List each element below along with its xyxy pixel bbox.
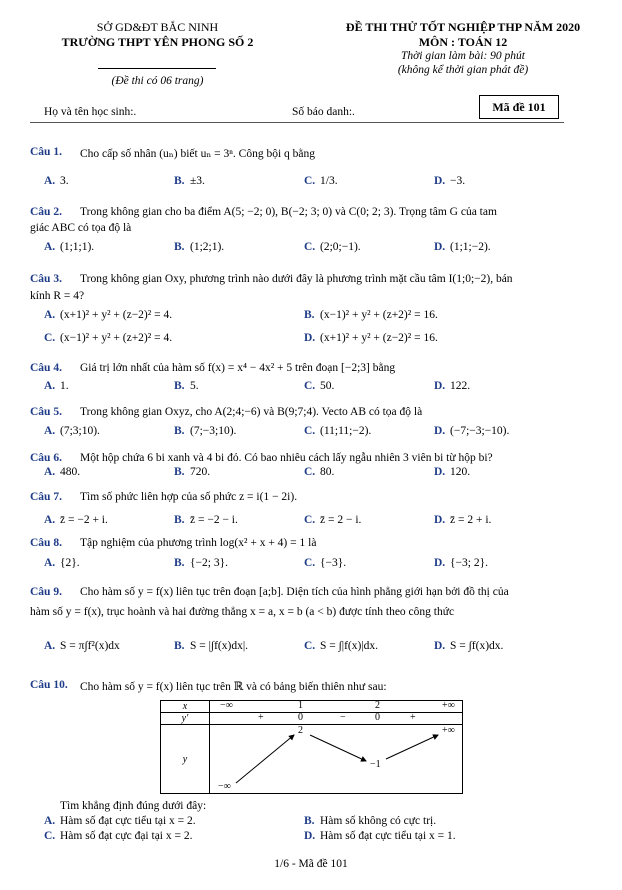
option-a-text: z̄ = −2 + i. bbox=[60, 514, 108, 526]
option-a-text: (x+1)² + y² + (z−2)² = 4. bbox=[60, 309, 173, 321]
question-label: Câu 3. bbox=[30, 273, 62, 285]
option-a-text: (1;1;1). bbox=[60, 241, 95, 253]
pages-note: (Đề thi có 06 trang) bbox=[111, 75, 204, 87]
option-c-label: C. bbox=[304, 380, 316, 392]
question-text: Một hộp chứa 6 bi xanh và 4 bi đỏ. Có bao nhiêu cách lấy ngẫu nhiên 3 viên bi từ hộp bi? bbox=[80, 452, 493, 464]
question-label: Câu 7. bbox=[30, 491, 62, 503]
option-c-text: S = ∫|f(x)|dx. bbox=[320, 640, 378, 652]
option-a-label: A. bbox=[44, 175, 56, 187]
sign: + bbox=[258, 712, 264, 723]
option-c-text: 80. bbox=[320, 466, 335, 478]
exam-title: ĐỀ THI THỬ TỐT NGHIỆP THP NĂM 2020 bbox=[345, 20, 581, 34]
option-d-label: D. bbox=[434, 514, 446, 526]
question-label: Câu 2. bbox=[30, 206, 62, 218]
option-b-label: B. bbox=[174, 466, 185, 478]
table-yprime-label: y′ bbox=[161, 713, 210, 725]
option-d-label: D. bbox=[434, 380, 446, 392]
exam-time: Thời gian làm bài: 90 phút bbox=[400, 50, 526, 62]
table-yprime-row bbox=[210, 713, 463, 725]
option-d-text: 122. bbox=[450, 380, 471, 392]
option-b-label: B. bbox=[174, 175, 185, 187]
y-plus-inf: +∞ bbox=[442, 725, 455, 736]
question-text: Giá trị lớn nhất của hàm số f(x) = x⁴ − 4x² + 5 trên đoạn [−2;3] bằng bbox=[80, 362, 396, 374]
option-c-label: C. bbox=[304, 466, 316, 478]
option-d-text: −3. bbox=[450, 175, 466, 187]
option-d-label: D. bbox=[304, 830, 316, 842]
option-c-text: (2;0;−1). bbox=[320, 241, 361, 253]
header-divider bbox=[98, 68, 216, 69]
y-min: −1 bbox=[370, 759, 381, 770]
option-d-text: 120. bbox=[450, 466, 471, 478]
table-y-row bbox=[210, 725, 463, 794]
option-d-text: S = ∫f(x)dx. bbox=[450, 640, 504, 652]
option-d-label: D. bbox=[434, 466, 446, 478]
name-line bbox=[30, 122, 564, 123]
option-d-label: D. bbox=[434, 241, 446, 253]
school-name: TRƯỜNG THPT YÊN PHONG SỐ 2 bbox=[61, 35, 254, 49]
option-a-label: A. bbox=[44, 380, 56, 392]
option-d-label: D. bbox=[434, 640, 446, 652]
option-a-label: A. bbox=[44, 309, 56, 321]
option-c-label: C. bbox=[44, 830, 56, 842]
option-c-label: C. bbox=[304, 241, 316, 253]
option-c-text: Hàm số đạt cực đại tại x = 2. bbox=[60, 830, 193, 842]
option-a-label: A. bbox=[44, 815, 56, 827]
option-b-text: Hàm số không có cực trị. bbox=[320, 815, 437, 827]
option-a-text: 480. bbox=[60, 466, 81, 478]
option-d-text: {−3; 2}. bbox=[450, 557, 488, 569]
option-a-text: 3. bbox=[60, 175, 69, 187]
option-b-text: 5. bbox=[190, 380, 199, 392]
exam-time-note: (không kể thời gian phát đề) bbox=[397, 64, 529, 76]
variation-table bbox=[160, 700, 463, 794]
question-text: Tìm số phức liên hợp của số phức z = i(1 − 2i). bbox=[80, 491, 298, 503]
sign: 0 bbox=[375, 712, 380, 723]
question-text: Cho hàm số y = f(x) liên tục trên ℝ và có bảng biến thiên như sau: bbox=[80, 681, 387, 693]
question-text: Trong không gian Oxyz, cho A(2;4;−6) và B(9;7;4). Vecto AB có tọa độ là bbox=[80, 406, 423, 418]
option-a-label: A. bbox=[44, 466, 56, 478]
option-c-text: (x−1)² + y² + (z+2)² = 4. bbox=[60, 332, 173, 344]
x-val: +∞ bbox=[442, 700, 455, 711]
option-b-text: z̄ = −2 − i. bbox=[190, 514, 238, 526]
question-label: Câu 6. bbox=[30, 452, 62, 464]
option-b-text: S = |∫f(x)dx|. bbox=[190, 640, 248, 652]
option-d-text: z̄ = 2 + i. bbox=[450, 514, 492, 526]
option-d-label: D. bbox=[304, 332, 316, 344]
y-minus-inf: −∞ bbox=[218, 781, 231, 792]
option-a-text: S = π∫f²(x)dx bbox=[60, 640, 120, 652]
option-d-label: D. bbox=[434, 175, 446, 187]
option-c-text: (11;11;−2). bbox=[320, 425, 372, 437]
option-b-label: B. bbox=[174, 425, 185, 437]
x-val: 2 bbox=[375, 700, 380, 711]
subject-title: MÔN : TOÁN 12 bbox=[418, 35, 508, 49]
page-footer: 1/6 - Mã đề 101 bbox=[274, 858, 348, 870]
exam-code-box: Mã đề 101 bbox=[479, 95, 559, 119]
option-c-label: C. bbox=[304, 175, 316, 187]
option-b-label: B. bbox=[304, 309, 315, 321]
question-label: Câu 5. bbox=[30, 406, 62, 418]
option-b-label: B. bbox=[174, 241, 185, 253]
option-b-text: (7;−3;10). bbox=[190, 425, 237, 437]
question-text: Trong không gian cho ba điểm A(5; −2; 0), B(−2; 3; 0) và C(0; 2; 3). Trọng tâm G của tam bbox=[80, 206, 497, 218]
option-c-text: 1/3. bbox=[320, 175, 338, 187]
option-b-label: B. bbox=[174, 557, 185, 569]
student-id-label: Số báo danh:. bbox=[292, 106, 355, 118]
question-label: Câu 1. bbox=[30, 146, 62, 158]
option-a-text: Hàm số đạt cực tiểu tại x = 2. bbox=[60, 815, 196, 827]
option-a-label: A. bbox=[44, 557, 56, 569]
x-val: 1 bbox=[298, 700, 303, 711]
sign: + bbox=[410, 712, 416, 723]
option-c-label: C. bbox=[44, 332, 56, 344]
option-b-text: (1;2;1). bbox=[190, 241, 225, 253]
option-a-text: 1. bbox=[60, 380, 69, 392]
variation-arrows bbox=[210, 725, 464, 795]
sign: 0 bbox=[298, 712, 303, 723]
option-a-text: (7;3;10). bbox=[60, 425, 100, 437]
option-c-label: C. bbox=[304, 425, 316, 437]
option-b-text: (x−1)² + y² + (z+2)² = 16. bbox=[320, 309, 438, 321]
option-b-label: B. bbox=[304, 815, 315, 827]
question-text: Trong không gian Oxy, phương trình nào dưới đây là phương trình mặt cầu tâm I(1;0;−2), bán bbox=[80, 273, 513, 285]
option-c-text: z̄ = 2 − i. bbox=[320, 514, 362, 526]
y-max: 2 bbox=[298, 725, 303, 736]
option-a-label: A. bbox=[44, 425, 56, 437]
question-prompt: Tìm khẳng định đúng dưới đây: bbox=[60, 800, 207, 812]
question-text-cont: hàm số y = f(x), trục hoành và hai đường thẳng x = a, x = b (a < b) được tính theo công thức bbox=[30, 606, 455, 618]
option-c-label: C. bbox=[304, 514, 316, 526]
question-label: Câu 10. bbox=[30, 679, 68, 691]
option-b-label: B. bbox=[174, 640, 185, 652]
department-name: SỞ GD&ĐT BẮC NINH bbox=[96, 20, 219, 34]
option-b-text: ±3. bbox=[190, 175, 205, 187]
student-name-label: Họ và tên học sinh:. bbox=[44, 106, 137, 118]
option-c-text: 50. bbox=[320, 380, 335, 392]
question-text: Cho hàm số y = f(x) liên tục trên đoạn [a;b]. Diện tích của hình phẳng giới hạn bởi đồ thị của bbox=[80, 586, 509, 598]
question-text-cont: kính R = 4? bbox=[30, 290, 85, 302]
question-text-cont: giác ABC có tọa độ là bbox=[30, 222, 132, 234]
option-a-text: {2}. bbox=[60, 557, 80, 569]
option-a-label: A. bbox=[44, 640, 56, 652]
option-b-label: B. bbox=[174, 380, 185, 392]
x-val: −∞ bbox=[220, 700, 233, 711]
option-a-label: A. bbox=[44, 514, 56, 526]
option-d-text: (−7;−3;−10). bbox=[450, 425, 510, 437]
option-b-text: {−2; 3}. bbox=[190, 557, 228, 569]
option-d-text: (1;1;−2). bbox=[450, 241, 491, 253]
option-c-label: C. bbox=[304, 557, 316, 569]
sign: − bbox=[340, 712, 346, 723]
option-b-text: 720. bbox=[190, 466, 211, 478]
option-d-label: D. bbox=[434, 557, 446, 569]
question-text: Cho cấp số nhân (uₙ) biết uₙ = 3ⁿ. Công bội q bằng bbox=[80, 148, 316, 160]
table-x-row bbox=[210, 701, 463, 713]
table-y-label: y bbox=[161, 725, 210, 794]
option-d-text: (x+1)² + y² + (z−2)² = 16. bbox=[320, 332, 438, 344]
question-text: Tập nghiệm của phương trình log(x² + x + 4) = 1 là bbox=[80, 537, 317, 549]
question-label: Câu 8. bbox=[30, 537, 62, 549]
question-label: Câu 4. bbox=[30, 362, 62, 374]
table-x-label: x bbox=[161, 701, 210, 713]
option-d-label: D. bbox=[434, 425, 446, 437]
option-a-label: A. bbox=[44, 241, 56, 253]
option-b-label: B. bbox=[174, 514, 185, 526]
option-d-text: Hàm số đạt cực tiểu tại x = 1. bbox=[320, 830, 456, 842]
option-c-label: C. bbox=[304, 640, 316, 652]
option-c-text: {−3}. bbox=[320, 557, 347, 569]
question-label: Câu 9. bbox=[30, 586, 62, 598]
